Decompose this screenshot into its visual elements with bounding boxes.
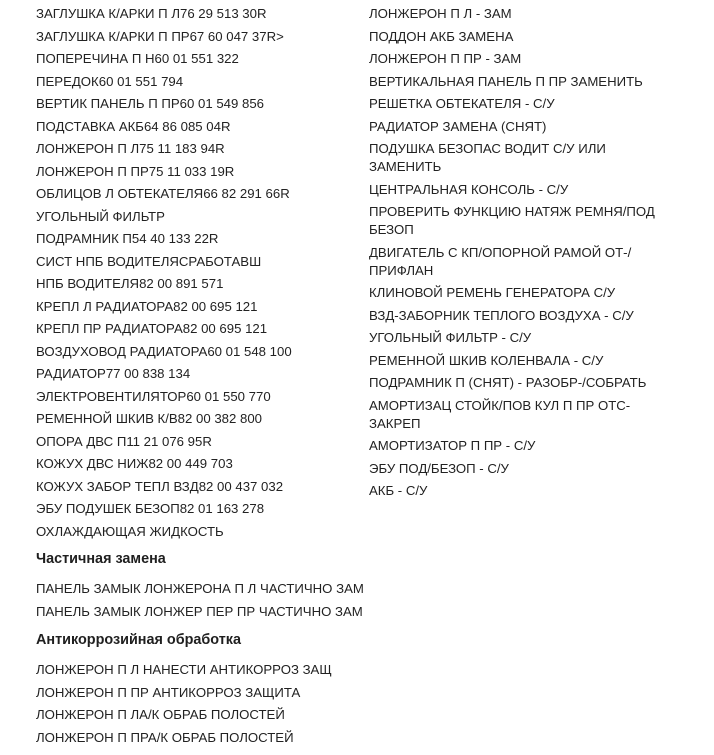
work-list bbox=[369, 3, 679, 503]
work-item: ЦЕНТРАЛЬНАЯ КОНСОЛЬ - С/У bbox=[369, 181, 569, 197]
work-item: ПОДДОН АКБ ЗАМЕНА bbox=[369, 28, 514, 44]
part-item: КОЖУХ ДВС НИЖ82 00 449 703 bbox=[36, 456, 233, 471]
part-item: ЭБУ ПОДУШЕК БЕЗОП82 01 163 278 bbox=[36, 501, 265, 516]
part-item: СИСТ НПБ ВОДИТЕЛЯСРАБОТАВШ bbox=[36, 253, 262, 269]
part-item: ПОДСТАВКА АКБ64 86 085 04R bbox=[36, 118, 231, 134]
part-item: УГОЛЬНЫЙ ФИЛЬТР bbox=[36, 208, 165, 224]
anticorrosion-item: ЛОНЖЕРОН П ПР АНТИКОРРОЗ ЗАЩИТА bbox=[36, 684, 301, 700]
work-item: ЛОНЖЕРОН П Л - ЗАМ bbox=[369, 6, 512, 22]
partial-replacement-list bbox=[36, 578, 696, 623]
partial-replacement-section bbox=[36, 548, 696, 623]
part-item: ПОДРАМНИК П54 40 133 22R bbox=[36, 231, 219, 246]
work-item: РАДИАТОР ЗАМЕНА (СНЯТ) bbox=[369, 118, 547, 134]
section-title: Частичная замена bbox=[36, 551, 166, 567]
part-item: ЗАГЛУШКА К/АРКИ П ПР67 60 047 37R> bbox=[36, 28, 284, 44]
part-item: ОХЛАЖДАЮЩАЯ ЖИДКОСТЬ bbox=[36, 523, 224, 539]
partial-item: ПАНЕЛЬ ЗАМЫК ЛОНЖЕР ПЕР ПР ЧАСТИЧНО ЗАМ bbox=[36, 603, 363, 619]
work-item: АМОРТИЗАТОР П ПР - С/У bbox=[369, 438, 536, 454]
part-item: ВЕРТИК ПАНЕЛЬ П ПР60 01 549 856 bbox=[36, 96, 264, 111]
parts-list-column bbox=[36, 3, 369, 543]
work-item: РЕМЕННОЙ ШКИВ КОЛЕНВАЛА - С/У bbox=[369, 352, 604, 368]
anticorrosion-item: ЛОНЖЕРОН П ПРА/К ОБРАБ ПОЛОСТЕЙ bbox=[36, 729, 294, 745]
part-item: ЛОНЖЕРОН П ПР75 11 033 19R bbox=[36, 163, 235, 179]
part-item: ОБЛИЦОВ Л ОБТЕКАТЕЛЯ66 82 291 66R bbox=[36, 186, 290, 201]
work-list-column bbox=[369, 3, 679, 543]
work-item: КЛИНОВОЙ РЕМЕНЬ ГЕНЕРАТОРА С/У bbox=[369, 285, 616, 301]
work-item: ВЕРТИКАЛЬНАЯ ПАНЕЛЬ П ПР ЗАМЕНИТЬ bbox=[369, 73, 643, 89]
part-item: НПБ ВОДИТЕЛЯ82 00 891 571 bbox=[36, 276, 224, 291]
part-item: ЛОНЖЕРОН П Л75 11 183 94R bbox=[36, 141, 225, 156]
anticorrosion-item: ЛОНЖЕРОН П Л НАНЕСТИ АНТИКОРРОЗ ЗАЩ bbox=[36, 662, 332, 677]
partial-item: ПАНЕЛЬ ЗАМЫК ЛОНЖЕРОНА П Л ЧАСТИЧНО ЗАМ bbox=[36, 581, 364, 596]
part-item: КОЖУХ ЗАБОР ТЕПЛ ВЗД82 00 437 032 bbox=[36, 478, 284, 494]
work-item: ПОДРАМНИК П (СНЯТ) - РАЗОБР-/СОБРАТЬ bbox=[369, 375, 647, 391]
part-item: ВОЗДУХОВОД РАДИАТОРА60 01 548 100 bbox=[36, 343, 292, 359]
work-item: ПОДУШКА БЕЗОПАС ВОДИТ С/У ИЛИ ЗАМЕНИТЬ bbox=[369, 141, 606, 175]
part-item: РАДИАТОР77 00 838 134 bbox=[36, 366, 191, 381]
work-item: ПРОВЕРИТЬ ФУНКЦИЮ НАТЯЖ РЕМНЯ/ПОД БЕЗОП bbox=[369, 204, 655, 238]
work-item: УГОЛЬНЫЙ ФИЛЬТР - С/У bbox=[369, 330, 532, 346]
anticorrosion-item: ЛОНЖЕРОН П ЛА/К ОБРАБ ПОЛОСТЕЙ bbox=[36, 707, 285, 722]
part-item: ЭЛЕКТРОВЕНТИЛЯТОР60 01 550 770 bbox=[36, 388, 271, 404]
parts-list bbox=[36, 3, 369, 543]
additional-sections bbox=[36, 548, 696, 755]
part-item: ПЕРЕДОК60 01 551 794 bbox=[36, 73, 184, 89]
work-item: ЭБУ ПОД/БЕЗОП - С/У bbox=[369, 460, 509, 476]
part-item: ПОПЕРЕЧИНА П Н60 01 551 322 bbox=[36, 51, 239, 66]
anticorrosion-section bbox=[36, 629, 696, 749]
part-item: КРЕПЛ Л РАДИАТОРА82 00 695 121 bbox=[36, 298, 258, 314]
work-item: АКБ - С/У bbox=[369, 483, 428, 499]
anticorrosion-list bbox=[36, 659, 696, 749]
part-item: КРЕПЛ ПР РАДИАТОРА82 00 695 121 bbox=[36, 321, 268, 336]
part-item: ЗАГЛУШКА К/АРКИ П Л76 29 513 30R bbox=[36, 6, 267, 21]
work-item: ДВИГАТЕЛЬ С КП/ОПОРНОЙ РАМОЙ ОТ-/ПРИФЛАН bbox=[369, 244, 632, 278]
work-item: ВЗД-ЗАБОРНИК ТЕПЛОГО ВОЗДУХА - С/У bbox=[369, 307, 634, 323]
work-item: РЕШЕТКА ОБТЕКАТЕЛЯ - С/У bbox=[369, 96, 555, 112]
work-item: ЛОНЖЕРОН П ПР - ЗАМ bbox=[369, 51, 522, 67]
parts-columns bbox=[36, 3, 706, 543]
part-item: ОПОРА ДВС П11 21 076 95R bbox=[36, 433, 212, 449]
work-item: АМОРТИЗАЦ СТОЙК/ПОВ КУЛ П ПР ОТС-ЗАКРЕП bbox=[369, 397, 631, 431]
section-title: Антикоррозийная обработка bbox=[36, 632, 241, 648]
part-item: РЕМЕННОЙ ШКИВ К/В82 00 382 800 bbox=[36, 411, 263, 426]
